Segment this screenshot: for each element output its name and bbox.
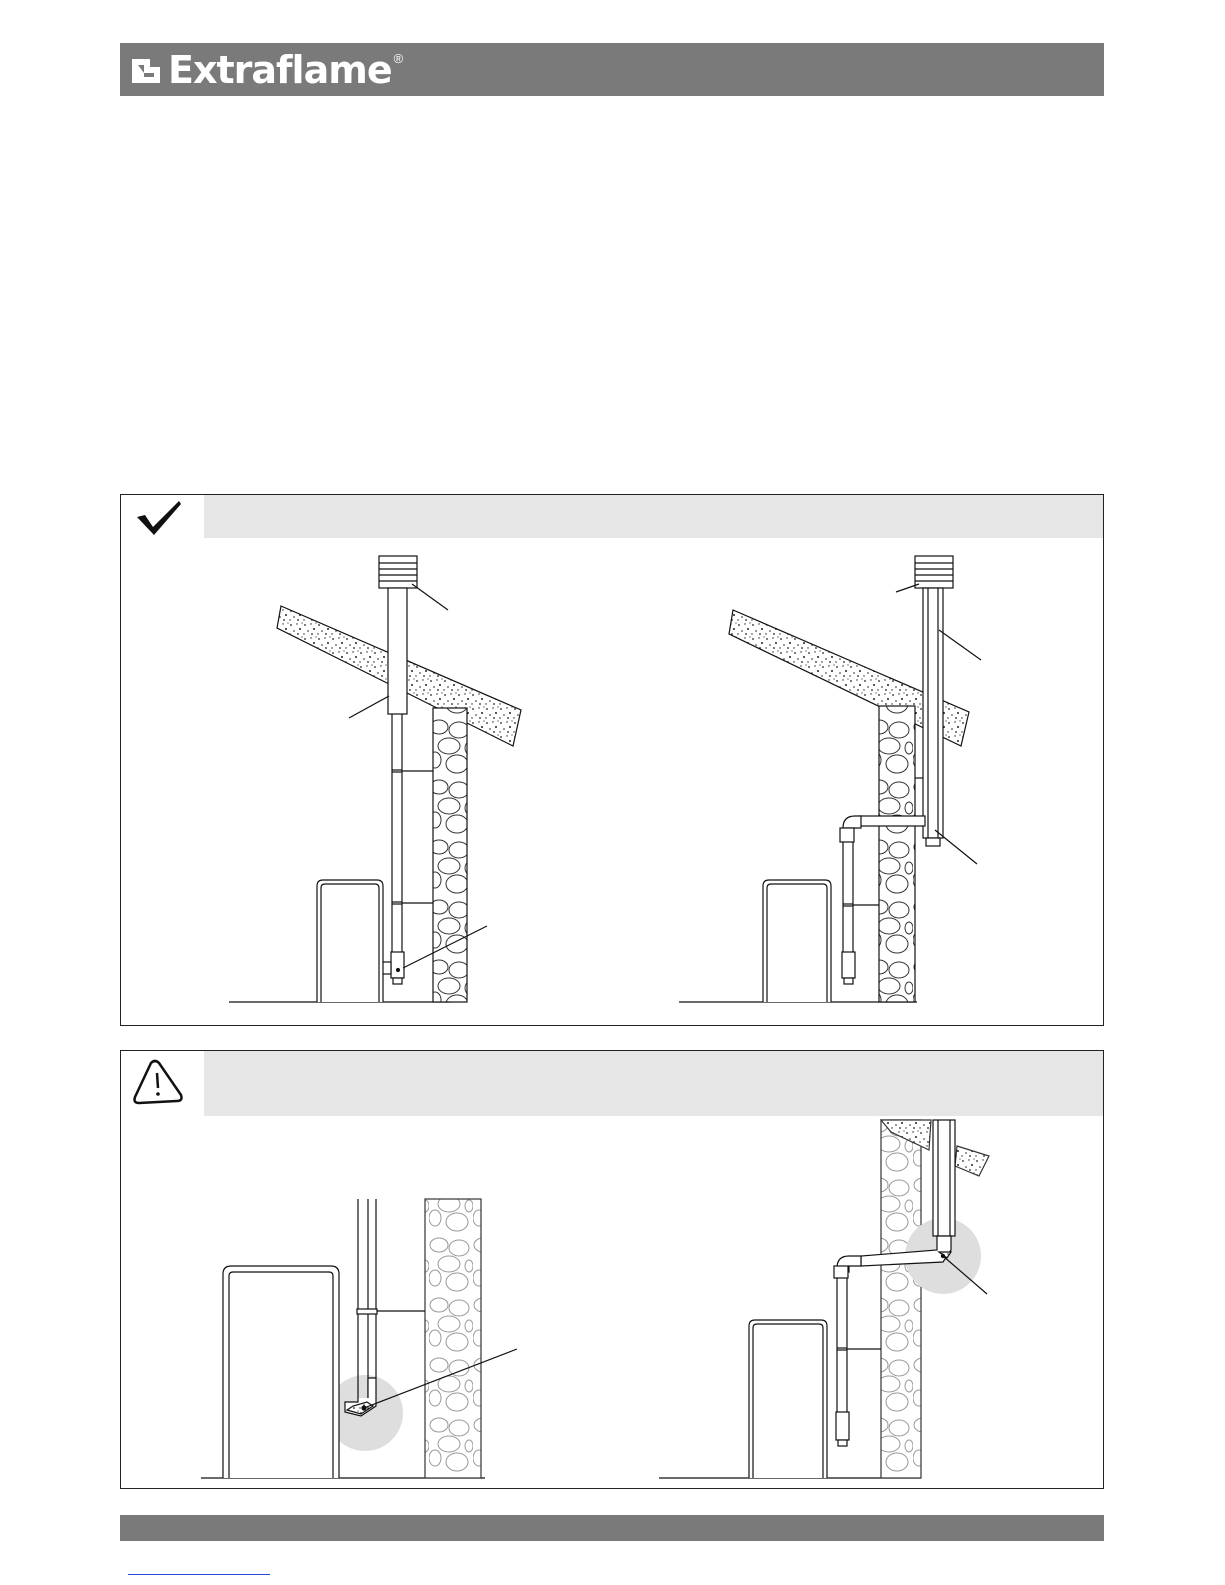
panel-header xyxy=(121,495,1103,538)
check-icon-box xyxy=(121,495,201,538)
diagram-no-condensate-tee xyxy=(201,1199,517,1478)
footer-bar xyxy=(120,1515,1104,1541)
footer-link-underline[interactable] xyxy=(128,1574,270,1575)
stone-wall xyxy=(879,706,915,1002)
stone-wall xyxy=(425,1199,481,1478)
warning-triangle-icon xyxy=(121,1051,201,1116)
stove-body xyxy=(763,880,831,1002)
incorrect-installation-diagrams xyxy=(121,1116,1103,1488)
chimney-cap xyxy=(915,556,953,588)
warning-installation-panel xyxy=(120,1050,1104,1489)
chimney-pipe xyxy=(388,588,407,714)
diagram-internal-flue xyxy=(229,556,521,1002)
stone-wall xyxy=(881,1120,921,1478)
brand-name: Extraflame xyxy=(168,47,392,92)
diagram-external-flue xyxy=(679,556,981,1002)
correct-installation-diagrams xyxy=(121,538,1103,1024)
registered-mark: ® xyxy=(393,51,404,66)
logo-mark-icon xyxy=(130,53,164,87)
brand-logo xyxy=(130,47,403,92)
stove-body xyxy=(749,1320,827,1478)
diagram-poor-slope xyxy=(659,1120,989,1478)
panel-header xyxy=(121,1051,1103,1116)
external-flue-pipe xyxy=(923,588,943,838)
check-icon xyxy=(121,495,201,538)
warning-icon-box xyxy=(121,1051,201,1116)
stone-wall xyxy=(433,708,467,1002)
stove-body xyxy=(317,880,383,1002)
correct-installation-panel xyxy=(120,494,1104,1026)
chimney-cap xyxy=(379,556,417,588)
header-bar xyxy=(120,43,1104,96)
stove-body xyxy=(223,1266,339,1478)
